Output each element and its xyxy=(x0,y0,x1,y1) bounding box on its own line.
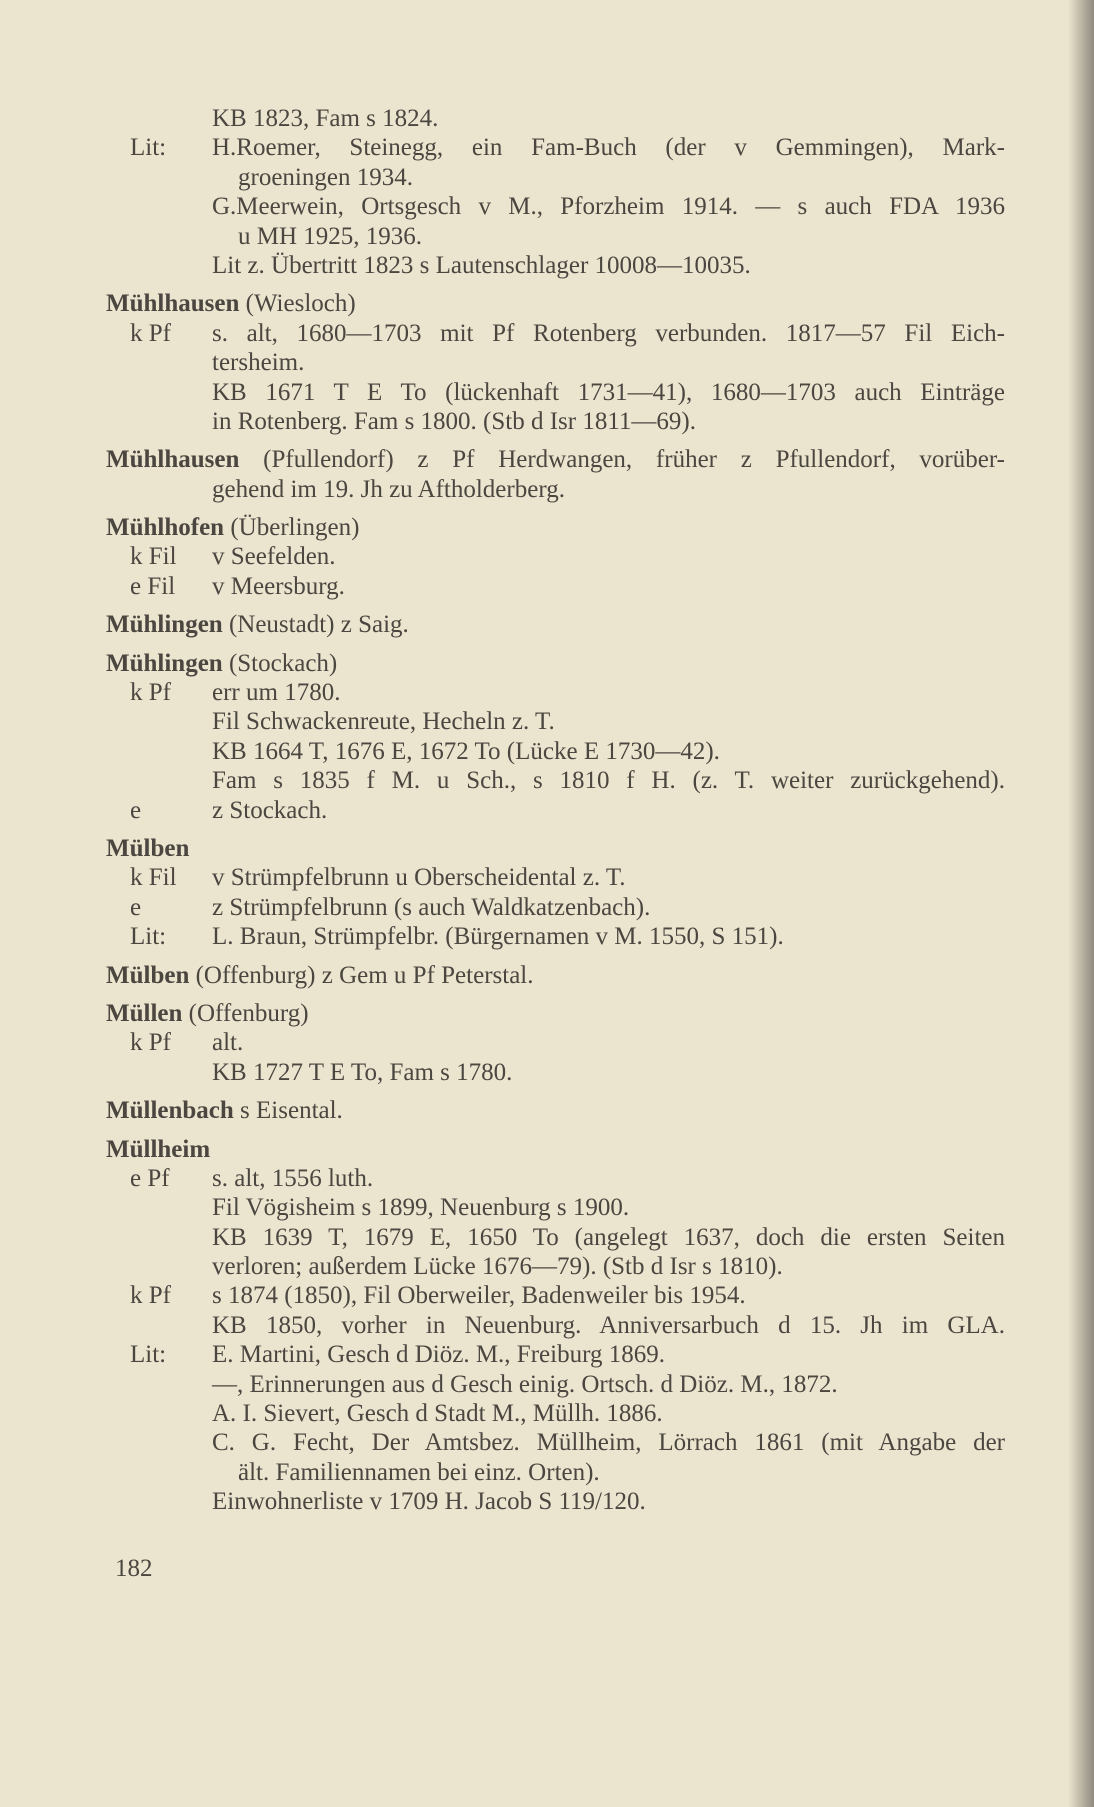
place-name: Mühlhofen xyxy=(106,514,225,542)
entry-line xyxy=(0,572,1094,601)
entry-line xyxy=(0,1370,1094,1399)
line-text xyxy=(212,251,751,280)
line-text xyxy=(212,1223,1005,1252)
entry-line xyxy=(0,192,1094,221)
entry-line xyxy=(0,1340,1094,1369)
confession-label: k Fil xyxy=(130,864,177,892)
line-text xyxy=(212,407,696,436)
line-text xyxy=(212,678,340,707)
line-text xyxy=(212,1028,243,1057)
entry-line xyxy=(0,407,1094,436)
line-text xyxy=(212,1058,512,1087)
entry-line xyxy=(0,222,1094,251)
place-name: Müllenbach xyxy=(106,1097,234,1125)
line-text xyxy=(106,961,534,990)
entry-heading xyxy=(0,1096,1094,1125)
line-content: ält. Familiennamen bei einz. Orten). xyxy=(238,1458,600,1486)
entry-line xyxy=(0,133,1094,162)
line-content: KB 1727 T E To, Fam s 1780. xyxy=(212,1058,513,1086)
line-content: v Meersburg. xyxy=(212,572,345,600)
entry-heading xyxy=(0,1135,1094,1164)
line-text xyxy=(212,378,1005,407)
line-content: tersheim. xyxy=(212,349,305,377)
entry-line xyxy=(0,319,1094,348)
entry-line xyxy=(0,707,1094,736)
entry-line xyxy=(0,475,1094,504)
line-text xyxy=(212,348,304,377)
entry-line xyxy=(0,104,1094,133)
line-text xyxy=(212,1252,783,1281)
line-content: s. alt, 1680—1703 mit Pf Rotenberg verbunden. 1817—57 Fil Eich- xyxy=(212,319,1005,347)
gazetteer-text-body xyxy=(0,104,1094,1517)
line-text xyxy=(106,289,356,318)
line-text xyxy=(212,1487,646,1516)
line-text xyxy=(106,610,409,639)
line-content: —, Erinnerungen aus d Gesch einig. Ortsch. d Diöz. M., 1872. xyxy=(212,1370,838,1398)
entry-heading xyxy=(0,834,1094,863)
entry-line xyxy=(0,922,1094,951)
line-content: s. alt, 1556 luth. xyxy=(212,1164,374,1192)
place-detail: (Offenburg) z Gem u Pf Peterstal. xyxy=(195,961,534,989)
entry-line xyxy=(0,796,1094,825)
line-text xyxy=(106,1135,210,1164)
place-name: Mülben xyxy=(106,834,190,862)
line-content: groeningen 1934. xyxy=(238,163,413,191)
entry-heading xyxy=(0,610,1094,639)
entry-line xyxy=(0,1058,1094,1087)
place-detail: (Pfullendorf) z Pf Herdwangen, früher z Pfullendorf, vorüber- xyxy=(263,446,1005,474)
place-name: Mühlhausen xyxy=(106,446,240,474)
line-text xyxy=(106,513,359,542)
line-content: s 1874 (1850), Fil Oberweiler, Badenweiler bis 1954. xyxy=(212,1282,746,1310)
entry-line xyxy=(0,251,1094,280)
line-content: KB 1664 T, 1676 E, 1672 To (Lücke E 1730—42). xyxy=(212,737,720,765)
entry-heading xyxy=(0,649,1094,678)
line-content: C. G. Fecht, Der Amtsbez. Müllheim, Lörrach 1861 (mit Angabe der xyxy=(212,1429,1005,1457)
entry-line xyxy=(0,893,1094,922)
confession-label: e Pf xyxy=(130,1164,170,1192)
place-name: Mühlingen xyxy=(106,611,223,639)
entry-line xyxy=(0,378,1094,407)
line-text xyxy=(212,796,327,825)
line-text xyxy=(212,707,555,736)
line-content: v Strümpfelbrunn u Oberscheidental z. T. xyxy=(212,864,626,892)
line-content: KB 1823, Fam s 1824. xyxy=(212,105,439,132)
place-name: Mülben xyxy=(106,961,190,989)
line-text xyxy=(212,1399,663,1428)
entry-line xyxy=(0,163,1094,192)
line-text xyxy=(212,922,784,951)
entry-heading xyxy=(0,289,1094,318)
line-content: KB 1671 T E To (lückenhaft 1731—41), 1680—1703 auch Einträge xyxy=(212,378,1005,406)
place-name: Mühlingen xyxy=(106,649,223,677)
line-content: Einwohnerliste v 1709 H. Jacob S 119/120. xyxy=(212,1488,646,1516)
line-text xyxy=(106,445,1005,474)
line-content: KB 1639 T, 1679 E, 1650 To (angelegt 1637, doch die ersten Seiten xyxy=(212,1223,1005,1251)
entry-heading xyxy=(0,999,1094,1028)
line-text xyxy=(238,222,422,251)
place-name: Müllheim xyxy=(106,1135,211,1163)
entry-line xyxy=(0,1164,1094,1193)
entry-line xyxy=(0,1428,1094,1457)
entry-line xyxy=(0,766,1094,795)
place-name: Mühlhausen xyxy=(106,290,240,318)
place-detail: (Neustadt) z Saig. xyxy=(228,611,409,639)
line-content: L. Braun, Strümpfelbr. (Bürgernamen v M. 1550, S 151). xyxy=(212,923,784,951)
entry-line xyxy=(0,1281,1094,1310)
line-content: A. I. Sievert, Gesch d Stadt M., Müllh. 1886. xyxy=(212,1400,663,1428)
line-text xyxy=(212,1193,629,1222)
line-text xyxy=(212,1281,746,1310)
line-content: Lit z. Übertritt 1823 s Lautenschlager 10008—10035. xyxy=(212,251,751,279)
line-text xyxy=(212,475,565,504)
line-content: gehend im 19. Jh zu Aftholderberg. xyxy=(212,475,565,503)
entry-line xyxy=(0,1399,1094,1428)
entry-heading xyxy=(0,445,1094,474)
line-content: v Seefelden. xyxy=(212,543,336,571)
line-text xyxy=(212,1428,1005,1457)
entry-heading xyxy=(0,961,1094,990)
line-content: alt. xyxy=(212,1029,244,1057)
line-content: Fil Schwackenreute, Hecheln z. T. xyxy=(212,708,555,736)
place-detail: s Eisental. xyxy=(240,1097,343,1125)
place-detail: (Wiesloch) xyxy=(245,290,356,318)
line-text xyxy=(212,192,1005,221)
confession-label: Lit: xyxy=(130,1341,167,1369)
entry-line xyxy=(0,1487,1094,1516)
confession-label: k Pf xyxy=(130,1029,171,1057)
entry-line xyxy=(0,1193,1094,1222)
line-text xyxy=(212,1370,838,1399)
entry-line xyxy=(0,1223,1094,1252)
line-content: z Stockach. xyxy=(212,796,328,824)
line-content: KB 1850, vorher in Neuenburg. Anniversarbuch d 15. Jh im GLA. xyxy=(212,1311,1005,1339)
line-text xyxy=(238,1458,600,1487)
line-text xyxy=(212,1340,665,1369)
line-text xyxy=(212,1311,1005,1340)
line-text xyxy=(106,1096,343,1125)
confession-label: Lit: xyxy=(130,134,167,162)
line-text xyxy=(212,863,626,892)
confession-label: k Pf xyxy=(130,679,171,707)
line-text xyxy=(212,542,336,571)
entry-line xyxy=(0,863,1094,892)
line-content: u MH 1925, 1936. xyxy=(238,222,423,250)
entry-line xyxy=(0,1028,1094,1057)
line-content: G.Meerwein, Ortsgesch v M., Pforzheim 1914. — s auch FDA 1936 xyxy=(212,193,1005,221)
line-content: in Rotenberg. Fam s 1800. (Stb d Isr 1811—69). xyxy=(212,407,697,435)
place-name: Müllen xyxy=(106,999,183,1027)
line-content: Fil Vögisheim s 1899, Neuenburg s 1900. xyxy=(212,1194,630,1222)
entry-line xyxy=(0,737,1094,766)
line-text xyxy=(212,319,1005,348)
line-text xyxy=(212,1164,373,1193)
entry-line xyxy=(0,348,1094,377)
confession-label: k Fil xyxy=(130,543,177,571)
place-detail: (Überlingen) xyxy=(230,514,360,542)
line-content: H.Roemer, Steinegg, ein Fam-Buch (der v Gemmingen), Mark- xyxy=(212,134,1005,162)
line-content: verloren; außerdem Lücke 1676—79). (Stb d Isr s 1810). xyxy=(212,1253,783,1281)
line-text xyxy=(212,104,438,133)
confession-label: e xyxy=(130,796,142,824)
place-detail: (Stockach) xyxy=(228,649,338,677)
line-text xyxy=(212,893,650,922)
line-text xyxy=(106,649,337,678)
entry-line xyxy=(0,542,1094,571)
confession-label: k Pf xyxy=(130,1282,171,1310)
line-content: E. Martini, Gesch d Diöz. M., Freiburg 1869. xyxy=(212,1341,665,1369)
entry-line xyxy=(0,1311,1094,1340)
confession-label: e xyxy=(130,893,142,921)
entry-line xyxy=(0,1458,1094,1487)
line-content: Fam s 1835 f M. u Sch., s 1810 f H. (z. T. weiter zurückgehend). xyxy=(212,767,1005,795)
confession-label: e Fil xyxy=(130,572,176,600)
line-text xyxy=(212,133,1005,162)
line-text xyxy=(212,737,720,766)
line-text xyxy=(238,163,413,192)
place-detail: (Offenburg) xyxy=(188,999,309,1027)
entry-line xyxy=(0,678,1094,707)
entry-line xyxy=(0,1252,1094,1281)
line-text xyxy=(106,834,189,863)
line-text xyxy=(212,766,1005,795)
line-content: z Strümpfelbrunn (s auch Waldkatzenbach). xyxy=(212,893,651,921)
confession-label: Lit: xyxy=(130,923,167,951)
confession-label: k Pf xyxy=(130,319,171,347)
line-content: err um 1780. xyxy=(212,679,341,707)
entry-heading xyxy=(0,513,1094,542)
page-number: 182 xyxy=(115,1555,153,1582)
line-text xyxy=(106,999,309,1028)
line-text xyxy=(212,572,345,601)
